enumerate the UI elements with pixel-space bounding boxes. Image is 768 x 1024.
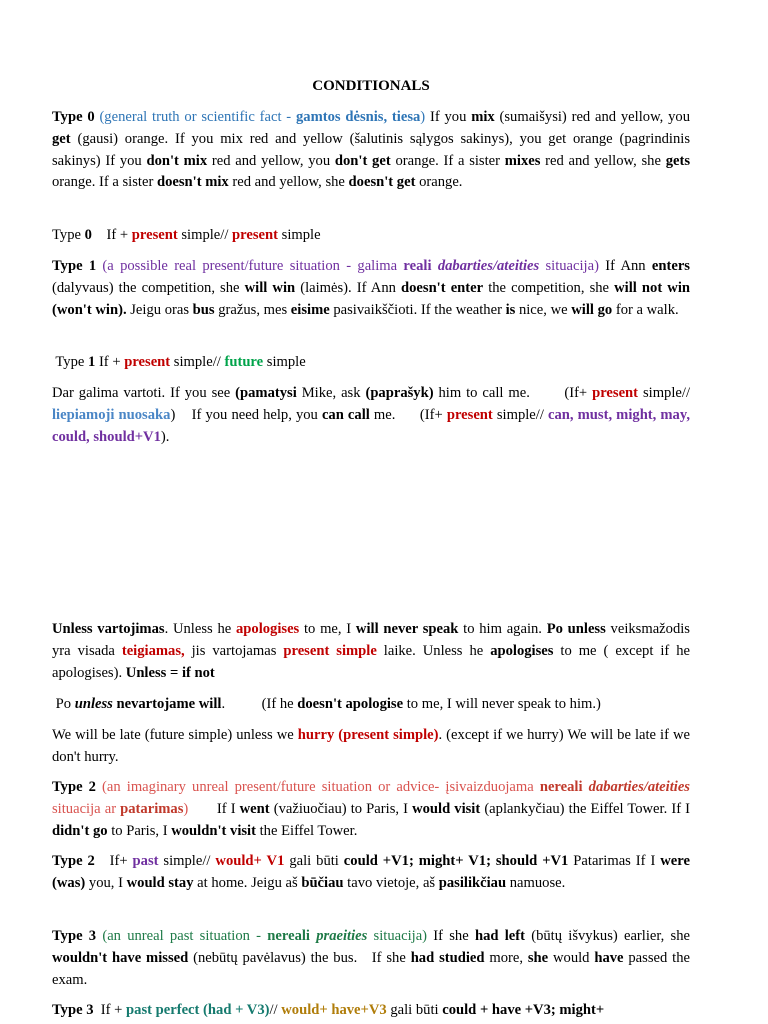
keyword: doesn't enter bbox=[401, 279, 484, 296]
text: ) If you need help, you bbox=[170, 406, 322, 423]
type2-label: Type 2 bbox=[52, 779, 96, 795]
keyword: mix bbox=[471, 109, 495, 125]
unless-note bbox=[52, 694, 690, 716]
text: Type bbox=[52, 354, 88, 370]
keyword: doesn't mix bbox=[156, 174, 229, 191]
text: . (except if we hurry) We will be late if we don't hurry. bbox=[52, 727, 691, 765]
type0-desc-lt: gamtos dėsnis, tiesa bbox=[295, 109, 421, 125]
text: the competition, she bbox=[483, 279, 615, 296]
tense-highlight: present bbox=[124, 354, 171, 370]
text: for a walk. bbox=[612, 301, 679, 318]
keyword: 1 bbox=[88, 354, 96, 370]
keyword: wouldn't visit bbox=[171, 822, 256, 839]
keyword: will not win (won't win). bbox=[52, 279, 690, 318]
keyword: Po unless bbox=[546, 621, 606, 637]
keyword: unless bbox=[74, 696, 113, 712]
type1-label: Type 1 bbox=[52, 258, 97, 274]
type2-desc: situacija ar bbox=[52, 800, 121, 817]
keyword: apologises bbox=[490, 642, 554, 659]
keyword: (pamatysi bbox=[235, 385, 297, 401]
text: simple// bbox=[492, 406, 548, 423]
keyword: went bbox=[239, 800, 270, 817]
text: to Paris, I bbox=[107, 822, 172, 839]
text: Mike, ask bbox=[296, 385, 366, 401]
text: (dalyvaus) the competition, she bbox=[52, 279, 245, 296]
mood-highlight: liepiamoji nuosaka bbox=[52, 406, 171, 423]
type0-formula bbox=[52, 225, 690, 247]
text: gali būti bbox=[386, 1002, 443, 1018]
type3-paragraph bbox=[52, 926, 690, 991]
keyword: don't mix bbox=[146, 152, 208, 169]
tense-highlight: would+ V1 bbox=[215, 853, 285, 869]
tense-highlight: present bbox=[446, 406, 493, 423]
tense-highlight: past perfect (had + V3) bbox=[126, 1002, 270, 1018]
text: (nebūtų pavėlavus) the bus. If she bbox=[188, 949, 411, 966]
text: red and yellow, she bbox=[228, 174, 349, 191]
text: If + bbox=[93, 1002, 127, 1018]
text: orange. If a sister bbox=[52, 174, 157, 191]
text: If she bbox=[427, 928, 475, 944]
tense-highlight: past bbox=[132, 853, 159, 869]
type0-paragraph bbox=[52, 107, 690, 194]
keyword: 0 bbox=[84, 227, 92, 243]
tense-highlight: present bbox=[232, 227, 278, 243]
text: Jeigu oras bbox=[126, 301, 193, 318]
type3-label: Type 3 bbox=[52, 928, 97, 944]
text: you, I bbox=[85, 874, 127, 891]
text: passed the exam. bbox=[52, 949, 690, 988]
text: ). bbox=[160, 428, 170, 445]
text: the Eiffel Tower. bbox=[255, 822, 358, 839]
type3-desc: (an unreal past situation - bbox=[96, 928, 268, 944]
type1-desc-bold: reali bbox=[403, 258, 432, 274]
unless-paragraph bbox=[52, 619, 690, 684]
text: simple// bbox=[158, 853, 216, 869]
text: We will be late (future simple) unless we bbox=[52, 727, 298, 743]
keyword: wouldn't have missed bbox=[52, 949, 189, 966]
text: Dar galima vartoti. If you see bbox=[52, 385, 236, 401]
text: pasivaikščioti. If the weather bbox=[329, 301, 506, 318]
keyword: were (was) bbox=[52, 853, 690, 891]
keyword-highlight: teigiamas, bbox=[121, 642, 185, 659]
keyword: will go bbox=[571, 301, 613, 318]
tense-highlight: hurry (present simple) bbox=[297, 727, 439, 743]
keyword: pasilikčiau bbox=[438, 874, 507, 891]
text: to me ( except if he apologises). bbox=[52, 642, 691, 681]
keyword: she bbox=[527, 949, 549, 966]
text: to me, I bbox=[299, 621, 356, 637]
keyword: will never speak bbox=[355, 621, 459, 637]
keyword: didn't go bbox=[52, 822, 108, 839]
text: Type bbox=[52, 227, 85, 243]
text: If Ann bbox=[598, 258, 652, 274]
keyword: can call bbox=[321, 406, 370, 423]
text: (būtų išvykus) earlier, she bbox=[524, 928, 690, 944]
keyword: had studied bbox=[410, 949, 485, 966]
tense-highlight: would+ have+V3 bbox=[281, 1002, 387, 1018]
type1-desc: (a possible real present/future situation - galima bbox=[96, 258, 404, 274]
text: simple// bbox=[638, 385, 690, 401]
type3-desc-end: situacija) bbox=[367, 928, 428, 944]
keyword: bus bbox=[192, 301, 215, 318]
keyword: doesn't apologise bbox=[297, 696, 404, 712]
keyword: gets bbox=[665, 152, 691, 169]
tense-highlight: present bbox=[592, 385, 639, 401]
keyword: have bbox=[594, 949, 624, 966]
text: to me, I will never speak to him.) bbox=[403, 696, 601, 712]
text: simple// bbox=[177, 227, 233, 243]
keyword: would stay bbox=[126, 874, 194, 891]
type2-paragraph bbox=[52, 777, 690, 842]
type2-desc-bold: nereali bbox=[539, 779, 583, 795]
text: me. (If+ bbox=[369, 406, 447, 423]
type2-label: Type 2 bbox=[52, 853, 95, 869]
text: If + bbox=[95, 354, 125, 370]
type2-formula bbox=[52, 851, 690, 895]
text: at home. Jeigu aš bbox=[193, 874, 302, 891]
text: (gausi) orange. If you mix red and yellow (šalutinis sąlygos sakinys), you get orange (pagrindinis sakinys) If you bbox=[52, 130, 690, 169]
keyword: get bbox=[52, 130, 71, 147]
keyword: Unless = if not bbox=[125, 664, 215, 681]
keyword: could +V1; might+ V1; should +V1 bbox=[343, 853, 569, 869]
keyword: eisime bbox=[290, 301, 330, 318]
page-title: CONDITIONALS bbox=[312, 78, 430, 94]
text: If + bbox=[91, 227, 132, 243]
tense-highlight: present simple bbox=[283, 642, 377, 659]
text: . (If he bbox=[221, 696, 298, 712]
text: veiksmažodis yra visada bbox=[52, 621, 690, 659]
text: If you bbox=[425, 109, 472, 125]
type1-extra-paragraph bbox=[52, 383, 690, 448]
type1-desc-italic: dabarties/ateities bbox=[437, 258, 540, 274]
keyword: enters bbox=[651, 258, 690, 274]
text: (laimės). If Ann bbox=[295, 279, 401, 296]
text: more, bbox=[484, 949, 528, 966]
modal-highlight: can, must, might, may, could, should+V1 bbox=[52, 406, 690, 445]
text: orange. bbox=[415, 174, 463, 191]
text: (važiuočiau) to Paris, I bbox=[269, 800, 413, 817]
keyword: is bbox=[505, 301, 516, 318]
text: laike. Unless he bbox=[376, 642, 491, 659]
text: nice, we bbox=[515, 301, 572, 318]
keyword: will win bbox=[244, 279, 296, 296]
type0-label: Type 0 bbox=[52, 109, 95, 125]
keyword: (paprašyk) bbox=[365, 385, 434, 401]
keyword: būčiau bbox=[301, 874, 344, 891]
text: simple bbox=[278, 227, 321, 243]
text: simple// bbox=[170, 354, 225, 370]
type2-desc-end: ) bbox=[183, 800, 189, 817]
type1-formula bbox=[52, 352, 690, 374]
type2-desc: (an imaginary unreal present/future situation or advice- įsivaizduojama bbox=[95, 779, 540, 795]
text: red and yellow, she bbox=[540, 152, 666, 169]
text: (sumaišysi) red and yellow, you bbox=[494, 109, 690, 125]
text: If I bbox=[188, 800, 240, 817]
type3-label: Type 3 bbox=[52, 1002, 94, 1018]
keyword: doesn't get bbox=[348, 174, 416, 191]
keyword: nevartojame will bbox=[112, 696, 222, 712]
text: would bbox=[548, 949, 595, 966]
tense-highlight: future bbox=[224, 354, 264, 370]
text: gali būti bbox=[284, 853, 344, 869]
text: // bbox=[269, 1002, 282, 1018]
keyword: don't get bbox=[334, 152, 391, 169]
text: red and yellow, you bbox=[207, 152, 335, 169]
text: gražus, mes bbox=[214, 301, 291, 318]
keyword: had left bbox=[474, 928, 525, 944]
type3-formula bbox=[52, 1000, 690, 1022]
text: simple bbox=[263, 354, 306, 370]
type0-desc-end: ) bbox=[420, 109, 426, 125]
text: orange. If a sister bbox=[390, 152, 505, 169]
keyword: could + have +V3; might+ bbox=[442, 1002, 605, 1018]
text: jis vartojamas bbox=[184, 642, 284, 659]
type1-desc-end: situacija) bbox=[539, 258, 599, 274]
text: to him again. bbox=[458, 621, 547, 637]
text: If+ bbox=[94, 853, 133, 869]
type1-paragraph bbox=[52, 256, 690, 321]
text: Po bbox=[52, 696, 75, 712]
type2-desc-italic: dabarties/ateities bbox=[588, 779, 690, 795]
type0-desc: (general truth or scientific fact - bbox=[94, 109, 296, 125]
tense-highlight: present bbox=[131, 227, 178, 243]
unless-example bbox=[52, 725, 690, 769]
type2-desc-bold: patarimas bbox=[120, 800, 184, 817]
keyword: would visit bbox=[412, 800, 481, 817]
text: Patarimas If I bbox=[568, 853, 661, 869]
text: tavo vietoje, aš bbox=[343, 874, 439, 891]
keyword-highlight: apologises bbox=[235, 621, 300, 637]
text: namuose. bbox=[506, 874, 566, 891]
type3-desc-italic: praeities bbox=[316, 928, 368, 944]
type3-desc-bold: nereali bbox=[267, 928, 310, 944]
text: (aplankyčiau) the Eiffel Tower. If I bbox=[480, 800, 690, 817]
section-heading: Unless vartojimas bbox=[52, 621, 165, 637]
keyword: mixes bbox=[504, 152, 541, 169]
text: him to call me. (If+ bbox=[433, 385, 593, 401]
text: . Unless he bbox=[164, 621, 236, 637]
